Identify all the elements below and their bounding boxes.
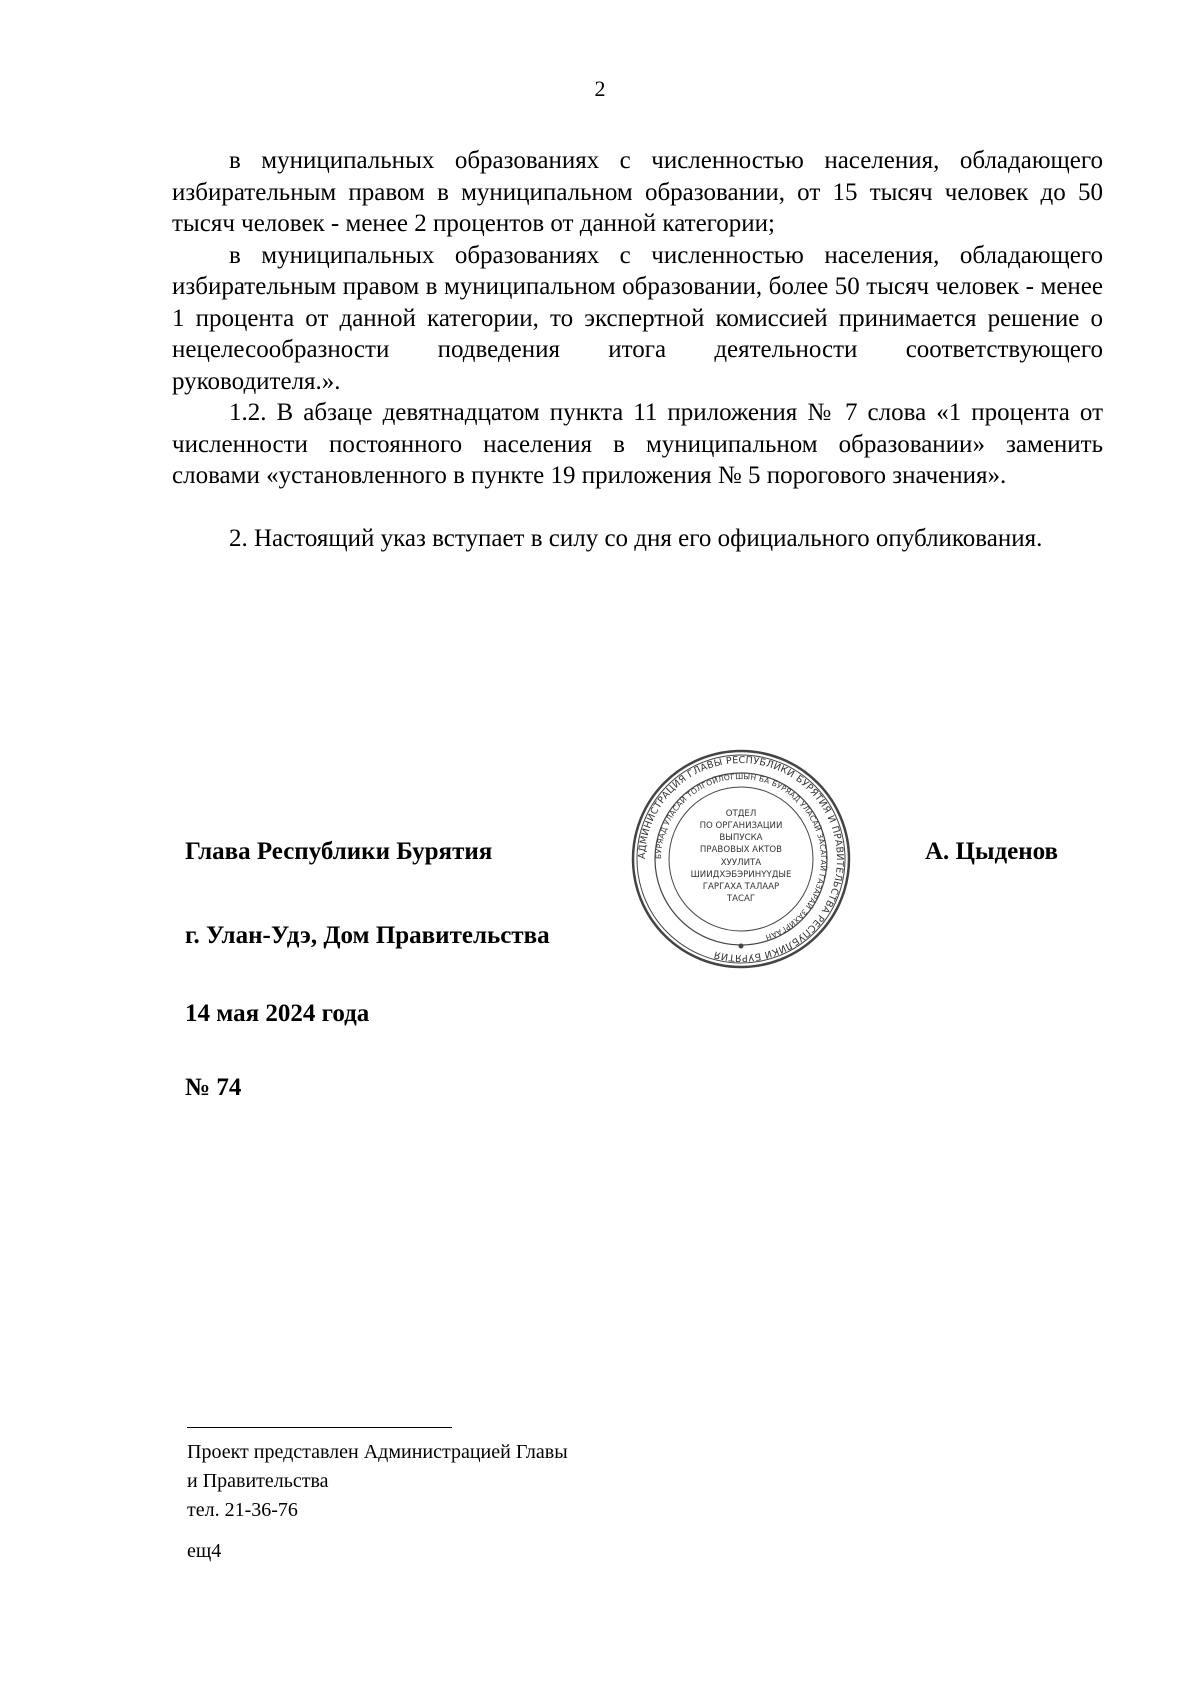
signatory-name: А. Цыденов — [925, 838, 1059, 865]
signing-date: 14 мая 2024 года — [185, 1000, 370, 1027]
signatory-title: Глава Республики Бурятия — [185, 838, 493, 865]
footnote — [187, 1438, 568, 1525]
paragraph-population-15-50k: в муниципальных образованиях с численностью населения, обладающего избирательным правом в муниципальном образовании, от 15 тысяч человек до 50 тысяч человек - менее 2 процентов от данной категории; — [172, 147, 1103, 237]
signing-place: г. Улан-Удэ, Дом Правительства — [185, 922, 550, 949]
footnote-line: и Правительства — [187, 1470, 329, 1492]
seal-inner-text: БУРЯАД УЛАСАЙ ТОЛГОЙЛОГШЫН БА БУРЯАД УЛАСАЙ ЗАСАГАЙ ГАЗАРАЙ ЗАХИРГААН — [653, 771, 829, 942]
document-code: ещ4 — [187, 1540, 222, 1562]
paragraph-amendment-1-2: 1.2. В абзаце девятнадцатом пункта 11 приложения № 7 слова «1 процента от численности постоянного населения в муниципальном образовании» заменить словами «установленного в пункте 19 приложения № 5 порогового значения». — [172, 399, 1103, 489]
svg-text:БУРЯАД УЛАСАЙ ТОЛГОЙЛОГШЫН БА — [654, 772, 828, 942]
footnote-divider — [187, 1427, 452, 1428]
footnote-line: тел. 21-36-76 — [187, 1499, 298, 1521]
seal-center-line: ХУУЛИТА — [720, 858, 762, 868]
page-number: 2 — [594, 76, 606, 101]
seal-center-line: ОТДЕЛ — [725, 809, 757, 819]
seal-center-line: ПО ОРГАНИЗАЦИИ — [699, 821, 783, 831]
paragraph-population-over-50k: в муниципальных образованиях с численностью населения, обладающего избирательным правом в муниципальном образовании, более 50 тысяч человек - менее 1 процента от данной категории, то экспертной комиссией принимается решение о нецелесообразности подведения итога деятельности соответствующего руководителя.». — [172, 241, 1103, 395]
seal-center-line: ГАРГАХА ТАЛААР — [702, 882, 780, 892]
decree-number: № 74 — [185, 1074, 242, 1101]
seal-center-line: ПРАВОВЫХ АКТОВ — [699, 845, 783, 855]
paragraph-entry-into-force: 2. Настоящий указ вступает в силу со дня его официального опубликования. — [229, 524, 1043, 552]
seal-outer-text: АДМИНИСТРАЦИЯ ГЛАВЫ РЕСПУБЛИКИ БУРЯТИЯ И ПРАВИТЕЛЬСТВА РЕСПУБЛИКИ БУРЯТИЯ — [636, 754, 846, 964]
document-body — [172, 145, 1103, 554]
official-seal — [630, 748, 852, 970]
footnote-line: Проект представлен Администрацией Главы — [187, 1441, 568, 1463]
seal-center-line: ТАСАГ — [726, 894, 756, 904]
seal-center-line: ШИИДХЭБЭРИНҮҮДЫЕ — [690, 870, 792, 880]
seal-center-line: ВЫПУСКА — [719, 833, 763, 843]
